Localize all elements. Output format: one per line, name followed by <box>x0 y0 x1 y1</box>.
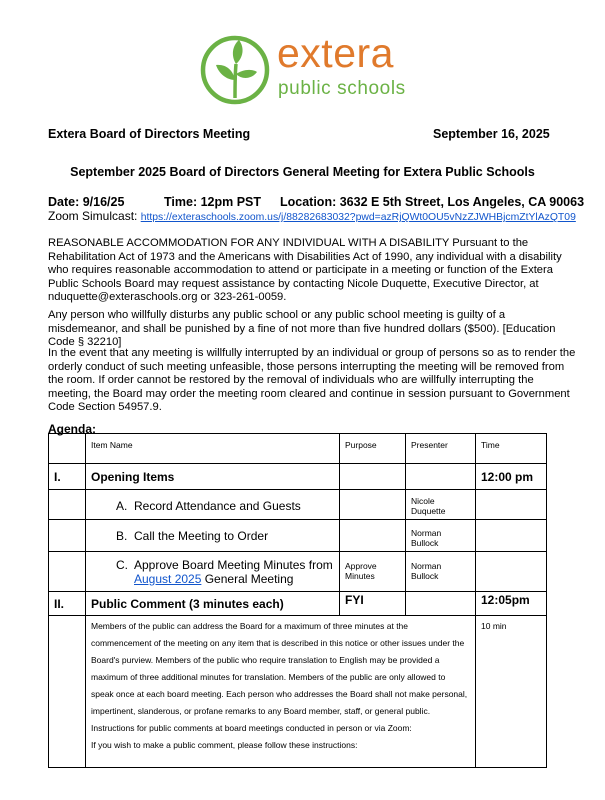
public-comment-time: 12:05pm <box>476 592 547 616</box>
agenda-row-public-comment-details <box>49 616 547 768</box>
logo-wordmark-public-schools: public schools <box>278 78 406 99</box>
accommodation-paragraph: REASONABLE ACCOMMODATION FOR ANY INDIVIDUAL WITH A DISABILITY Pursuant to the Rehabilitation Act of 1973 and the Americans with Disabilities Act of 1990, any individual with a disability who requires reasonable accommodation to attend or participate in a meeting or function of the Extera Public Schools Board may request assistance by contacting Nicole Duquette, Executive Director, at nduquette@exteraschools.org or 323-261-0059. <box>48 237 562 304</box>
leaf-logo-icon <box>199 34 271 106</box>
item-c-presenter: Norman Bullock <box>406 552 476 592</box>
agenda-table <box>48 433 547 768</box>
col-header-time: Time <box>476 434 547 464</box>
meeting-header-title: Extera Board of Directors Meeting <box>48 127 251 141</box>
col-header-item-name: Item Name <box>86 434 340 464</box>
extera-logo <box>199 30 429 106</box>
august-minutes-link[interactable]: August 2025 <box>134 572 202 586</box>
public-comment-name: Public Comment (3 minutes each) <box>86 592 340 616</box>
item-a-name: A. Record Attendance and Guests <box>86 490 340 520</box>
zoom-simulcast <box>48 209 576 223</box>
meeting-header-date: September 16, 2025 <box>433 127 550 141</box>
zoom-label: Zoom Simulcast: <box>48 209 138 223</box>
agenda-row-opening <box>49 464 547 490</box>
item-b-presenter: Norman Bullock <box>406 520 476 552</box>
public-comment-instructions-1: Instructions for public comments at board meetings conducted in person or via Zoom: <box>91 723 412 733</box>
disturbance-paragraph: Any person who willfully disturbs any public school or any public school meeting is guilty of a misdemeanor, and shall be punished by a fine of not more than five hundred dollars ($500). [Education Code § 32210] <box>48 309 556 349</box>
public-comment-description: Members of the public can address the Board for a maximum of three minutes at the commencement of the meeting on any item that is described in this notice or other issues under the Board's purview. Members of the public who require translation to English may be provided a maximum of three additional minutes for translation. Members of the public are only allowed to speak once at each board meeting. Each person who addresses the Board shall not make personal, impertinent, slanderous, or profane remarks to any Board member, staff, or general public. Instructions for public comments at board meetings conducted in person or via Zoom: If you wish to make a public comment, please follow these instructions: <box>86 616 476 768</box>
item-b-name: B. Call the Meeting to Order <box>86 520 340 552</box>
meeting-date: Date: 9/16/25 <box>48 195 125 209</box>
public-comment-number: II. <box>49 592 86 616</box>
agenda-row-a <box>49 490 547 520</box>
meeting-time: Time: 12pm PST <box>164 195 262 209</box>
col-header-purpose: Purpose <box>340 434 406 464</box>
agenda-label: Agenda: <box>48 422 96 436</box>
agenda-row-c <box>49 552 547 592</box>
public-comment-instructions-2: If you wish to make a public comment, please follow these instructions: <box>91 740 358 750</box>
item-a-presenter: Nicole Duquette <box>406 490 476 520</box>
public-comment-purpose: FYI <box>340 592 406 616</box>
document-title: September 2025 Board of Directors General Meeting for Extera Public Schools <box>70 165 535 179</box>
agenda-row-b <box>49 520 547 552</box>
opening-name: Opening Items <box>86 464 340 490</box>
opening-number: I. <box>49 464 86 490</box>
col-header-presenter: Presenter <box>406 434 476 464</box>
logo-wordmark-extera: extera <box>277 30 394 76</box>
agenda-header-row <box>49 434 547 464</box>
public-comment-duration: 10 min <box>476 616 547 768</box>
item-c-name: C. Approve Board Meeting Minutes from August 2025 General Meeting <box>86 552 340 592</box>
col-header-number <box>49 434 86 464</box>
interruption-paragraph: In the event that any meeting is willfully interrupted by an individual or group of persons so as to render the orderly conduct of such meeting unfeasible, those persons interrupting the meeting will be removed from the room. If order cannot be restored by the removal of individuals who are willfully interrupting the meeting, the Board may order the meeting room cleared and continue in session pursuant to Government Code Section 54957.9. <box>48 347 576 414</box>
meeting-location: Location: 3632 E 5th Street, Los Angeles, CA 90063 <box>280 195 585 209</box>
item-c-purpose: Approve Minutes <box>340 552 406 592</box>
opening-time: 12:00 pm <box>476 464 547 490</box>
zoom-link[interactable]: https://exteraschools.zoom.us/j/88282683032?pwd=azRjQWt0OU5vNzZJWHBjcmZtYlAzQT09 <box>140 212 576 223</box>
agenda-row-public-comment <box>49 592 547 616</box>
